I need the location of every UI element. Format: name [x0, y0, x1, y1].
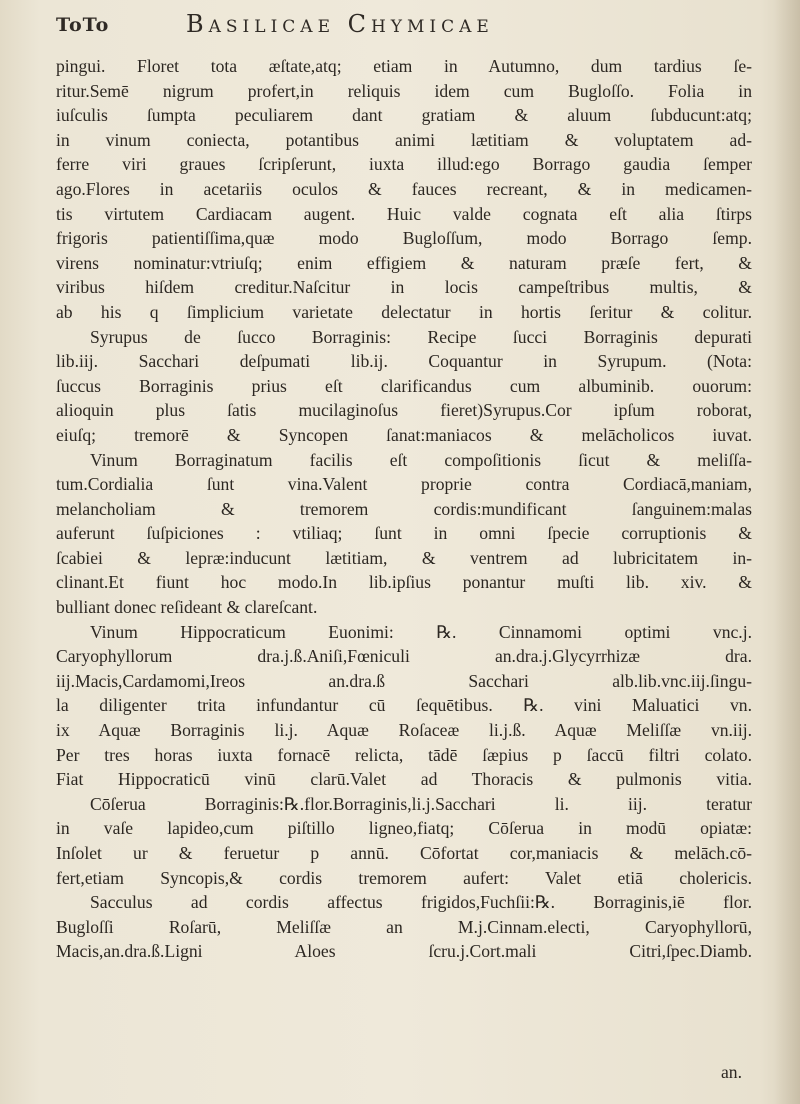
- text-line: Syrupus de ſucco Borraginis: Recipe ſucci Borraginis depurati: [90, 326, 752, 347]
- text-line: pingui. Floret tota æſtate,atq; etiam in Autumno, dum tardius ſe-: [56, 56, 752, 76]
- text-line: lib.iij. Sacchari deſpumati lib.ij. Coquantur in Syrupum. (Nota:: [56, 351, 752, 372]
- text-line: frigoris patientiſſima,quæ modo Bugloſſum, modo Borrago ſemp.: [56, 228, 752, 249]
- page-number: ToTo: [56, 14, 110, 36]
- text-line: Caryophyllorum dra.j.ß.Aniſi,Fœniculi an.dra.j.Glycyrrhizæ dra.: [56, 646, 752, 667]
- text-line: viribus hiſdem creditur.Naſcitur in locis campeſtribus multis, &: [56, 277, 752, 298]
- text-line: ab his q ſimplicium varietate delectatur in hortis ſeritur & colitur.: [56, 301, 752, 322]
- text-line: in vinum coniecta, potantibus animi lætitiam & voluptatem ad-: [56, 129, 752, 150]
- text-line: ferre viri graues ſcripſerunt, iuxta illud:ego Borrago gaudia ſemper: [56, 154, 752, 175]
- body-text: [56, 54, 752, 964]
- page-fold-shadow: [774, 0, 800, 1104]
- text-line: ritur.Semē nigrum profert,in reliquis idem cum Bugloſſo. Folia in: [56, 80, 752, 101]
- text-line: ago.Flores in acetariis oculos & fauces recreant, & in medicamen-: [56, 178, 752, 199]
- text-line: la diligenter trita infundantur cū ſequētibus. ℞. vini Maluatici vn.: [56, 695, 752, 716]
- text-line: alioquin plus ſatis mucilaginoſus fieret)Syrupus.Cor ipſum roborat,: [56, 400, 752, 421]
- text-line: Sacculus ad cordis affectus frigidos,Fuchſii:℞. Borraginis,iē flor.: [90, 892, 752, 913]
- text-line: iuſculis ſumpta peculiarem dant gratiam & aluum ſubducunt:atq;: [56, 105, 752, 126]
- running-head: [56, 0, 752, 54]
- text-line: tum.Cordialia ſunt vina.Valent proprie contra Cordiacā,maniam,: [56, 474, 752, 495]
- text-line: melancholiam & tremorem cordis:mundificant ſanguinem:malas: [56, 498, 752, 519]
- text-line: Cōſerua Borraginis:℞.flor.Borraginis,li.j.Sacchari li. iij. teratur: [90, 793, 752, 814]
- catchword: an.: [720, 1062, 742, 1082]
- text-line: virens nominatur:vtriuſq; enim effigiem & naturam præſe fert, &: [56, 252, 752, 273]
- text-line: Per tres horas iuxta fornacē relicta, tādē ſæpius p ſaccū filtri colato.: [56, 744, 752, 765]
- text-line: auferunt ſuſpiciones : vtiliaq; ſunt in omni ſpecie corruptionis &: [56, 523, 752, 544]
- text-line: tis virtutem Cardiacam augent. Huic valde cognata eſt alia ſtirps: [56, 203, 752, 224]
- text-line: Bugloſſi Roſarū, Meliſſæ an M.j.Cinnam.electi, Caryophyllorū,: [56, 916, 752, 937]
- text-line: eiuſq; tremorē & Syncopen ſanat:maniacos & melācholicos iuvat.: [56, 424, 752, 445]
- running-title: Basilicae Chymicae: [186, 10, 494, 38]
- text-line: Vinum Borraginatum facilis eſt compoſitionis ſicut & meliſſa-: [90, 449, 752, 470]
- text-line: fert,etiam Syncopis,& cordis tremorem aufert: Valet etiā cholericis.: [56, 867, 752, 888]
- text-line: in vaſe lapideo,cum piſtillo ligneo,fiatq; Cōſerua in modū opiatæ:: [56, 818, 752, 839]
- text-line: ix Aquæ Borraginis li.j. Aquæ Roſaceæ li.j.ß. Aquæ Meliſſæ vn.iij.: [56, 720, 752, 741]
- text-line: ſuccus Borraginis prius eſt clarificandus cum albuminib. ouorum:: [56, 375, 752, 396]
- text-line: Vinum Hippocraticum Euonimi: ℞. Cinnamomi optimi vnc.j.: [90, 621, 752, 642]
- text-line: Inſolet ur & feruetur p annū. Cōfortat cor,maniacis & melāch.cō-: [56, 843, 752, 863]
- text-line: bulliant donec reſideant & clareſcant.: [56, 597, 318, 618]
- text-line: Macis,an.dra.ß.Ligni Aloes ſcru.j.Cort.mali Citri,ſpec.Diamb.: [56, 941, 752, 962]
- text-line: clinant.Et fiunt hoc modo.In lib.ipſius ponantur muſti lib. xiv. &: [56, 572, 752, 593]
- text-line: Fiat Hippocraticū vinū clarū.Valet ad Thoracis & pulmonis vitia.: [56, 769, 752, 790]
- text-line: iij.Macis,Cardamomi,Ireos an.dra.ß Sacchari alb.lib.vnc.iij.ſingu-: [56, 670, 752, 691]
- text-line: ſcabiei & lepræ:inducunt lætitiam, & ventrem ad lubricitatem in-: [56, 547, 752, 568]
